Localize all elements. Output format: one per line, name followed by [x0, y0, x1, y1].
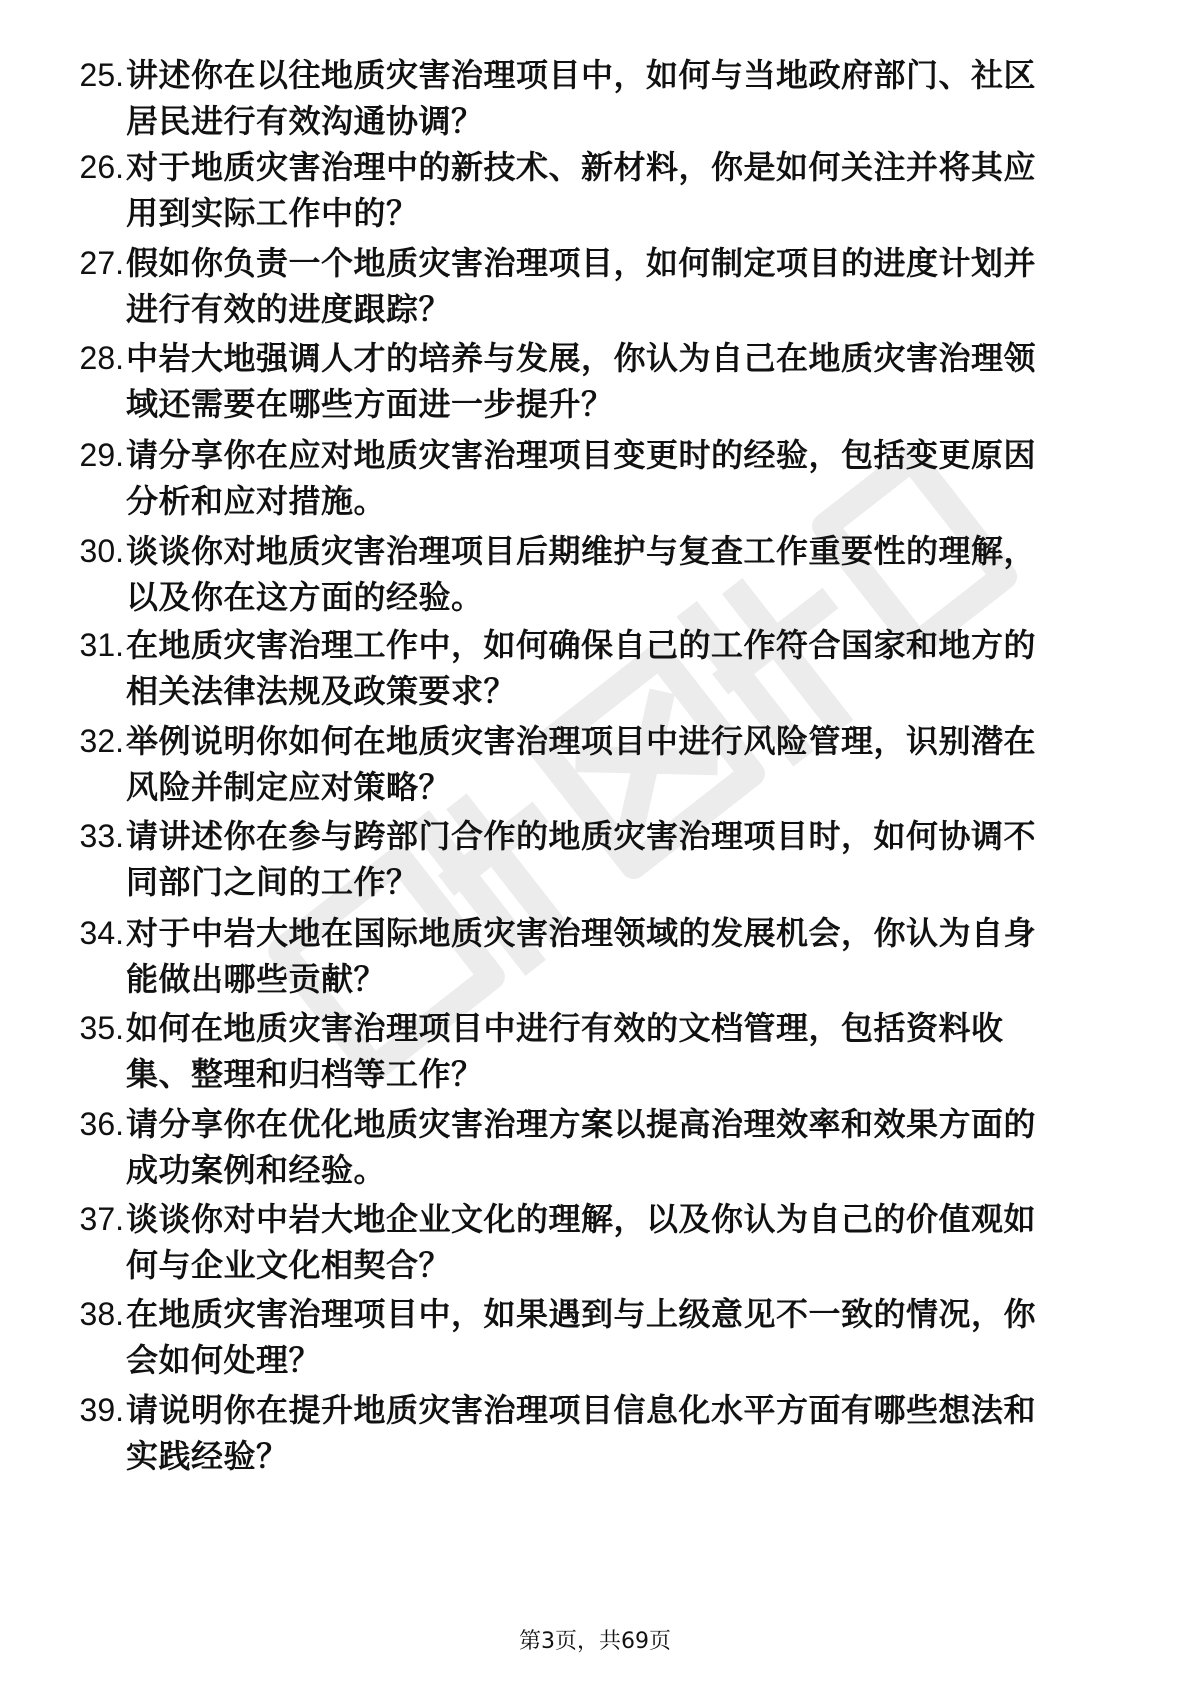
- question-number: 33.: [79, 818, 124, 854]
- question-number: 39.: [79, 1392, 124, 1428]
- question-text: 对于中岩大地在国际地质灾害治理领域的发展机会，你认为自身 能做出哪些贡献？: [126, 914, 1037, 998]
- question-number: 32.: [79, 723, 124, 759]
- page-number: 第3页，共69页: [519, 1629, 671, 1654]
- question-number: 30.: [79, 533, 124, 569]
- question-text: 在地质灾害治理工作中，如何确保自己的工作符合国家和地方的 相关法律法规及政策要求？: [126, 626, 1037, 710]
- question-number: 31.: [79, 627, 124, 663]
- question-text: 假如你负责一个地质灾害治理项目，如何制定项目的进度计划并 进行有效的进度跟踪？: [126, 244, 1037, 328]
- question-text: 中岩大地强调人才的培养与发展，你认为自己在地质灾害治理领 域还需要在哪些方面进一步提升？: [126, 339, 1037, 423]
- question-number: 26.: [79, 149, 124, 185]
- question-text: 对于地质灾害治理中的新技术、新材料，你是如何关注并将其应 用到实际工作中的？: [126, 148, 1037, 232]
- question-number: 27.: [79, 245, 124, 281]
- question-text: 谈谈你对地质灾害治理项目后期维护与复查工作重要性的理解， 以及你在这方面的经验。: [126, 532, 1037, 616]
- question-number: 28.: [79, 340, 124, 376]
- question-text: 讲述你在以往地质灾害治理项目中，如何与当地政府部门、社区 居民进行有效沟通协调？: [126, 56, 1037, 140]
- question-text: 请讲述你在参与跨部门合作的地质灾害治理项目时，如何协调不 同部门之间的工作？: [126, 817, 1037, 901]
- question-number: 38.: [79, 1296, 124, 1332]
- question-number: 34.: [79, 915, 124, 951]
- question-text: 请分享你在优化地质灾害治理方案以提高治理效率和效果方面的 成功案例和经验。: [126, 1105, 1037, 1189]
- question-text: 请说明你在提升地质灾害治理项目信息化水平方面有哪些想法和 实践经验？: [126, 1391, 1037, 1475]
- question-number: 29.: [79, 437, 124, 473]
- question-text: 请分享你在应对地质灾害治理项目变更时的经验，包括变更原因 分析和应对措施。: [126, 436, 1037, 520]
- question-text: 举例说明你如何在地质灾害治理项目中进行风险管理，识别潜在 风险并制定应对策略？: [126, 722, 1037, 806]
- question-number: 37.: [79, 1201, 124, 1237]
- question-number: 36.: [79, 1106, 124, 1142]
- question-text: 谈谈你对中岩大地企业文化的理解，以及你认为自己的价值观如 何与企业文化相契合？: [126, 1200, 1037, 1284]
- question-text: 如何在地质灾害治理项目中进行有效的文档管理，包括资料收 集、整理和归档等工作？: [126, 1009, 1004, 1093]
- question-text: 在地质灾害治理项目中，如果遇到与上级意见不一致的情况，你 会如何处理？: [126, 1295, 1037, 1379]
- question-number: 35.: [79, 1010, 124, 1046]
- question-number: 25.: [79, 57, 124, 93]
